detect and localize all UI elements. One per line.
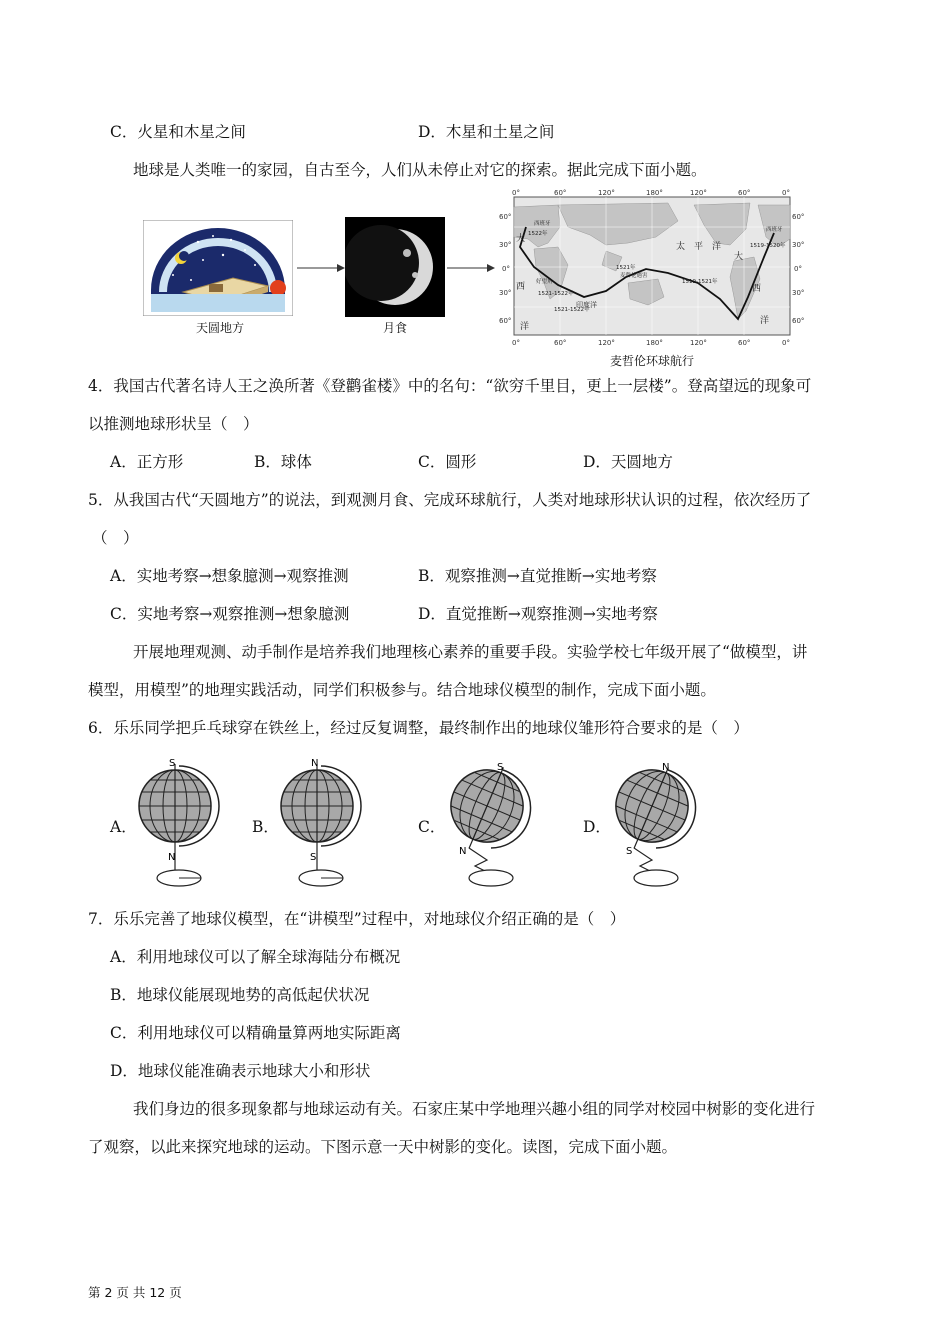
map-label-year: 1521-1522年 (538, 291, 574, 297)
map-lon-tick: 120° (598, 189, 615, 197)
lunar-eclipse-photo (345, 217, 445, 317)
q6-a-top-pole: S (169, 758, 176, 769)
panel-label-lunar-eclipse: 月食 (382, 321, 407, 335)
map-label-atlantic: 洋 (760, 316, 770, 326)
map-lon-tick: 0° (782, 189, 790, 197)
map-label-year: 1522年 (528, 231, 548, 237)
q5-option-d[interactable]: D．直觉推断→观察推测→实地考察 (418, 605, 658, 623)
map-lon-tick: 60° (554, 189, 567, 197)
intro-earth-exploration: 地球是人类唯一的家园，自古至今，人们从未停止对它的探索。据此完成下面小题。 (133, 161, 707, 179)
map-lat-tick: 60° (792, 213, 804, 221)
map-label-year: 1519-1521年 (682, 279, 718, 285)
map-label-spain: 西班牙 (766, 227, 783, 233)
map-lat-tick: 30° (499, 241, 512, 249)
map-lat-tick: 30° (792, 289, 804, 297)
map-label-atlantic: 洋 (520, 322, 530, 332)
map-lon-tick: 60° (738, 189, 751, 197)
q6-option-a-letter[interactable]: A． (110, 818, 137, 836)
magellan-voyage-map (498, 187, 804, 347)
q6-b-top-pole: N (311, 758, 319, 769)
q5-option-b[interactable]: B．观察推测→直觉推断→实地考察 (418, 567, 657, 585)
q6-c-top-pole: S (497, 762, 504, 773)
intro-globe-activity-line1: 开展地理观测、动手制作是培养我们地理核心素养的重要手段。实验学校七年级开展了“做模型，讲 (133, 643, 808, 661)
map-lon-tick: 120° (690, 189, 707, 197)
panel-label-magellan: 麦哲伦环球航行 (609, 354, 694, 368)
map-lon-tick: 120° (598, 339, 615, 347)
arrow-icon (447, 262, 495, 274)
map-label-atlantic: 西 (516, 282, 526, 292)
map-lon-tick: 60° (554, 339, 567, 347)
q6-b-bottom-pole: S (310, 852, 317, 863)
q4-stem-line1: 4．我国古代著名诗人王之涣所著《登鹳雀楼》中的名句：“欲穷千里目，更上一层楼”。登高望远的现象可 (88, 377, 812, 395)
q7-option-b[interactable]: B．地球仪能展现地势的高低起伏状况 (110, 986, 370, 1004)
intro-tree-shadow-line1: 我们身边的很多现象都与地球运动有关。石家庄某中学地理兴趣小组的同学对校园中树影的变化进行 (133, 1100, 816, 1118)
q4-option-b[interactable]: B．球体 (254, 453, 312, 471)
prev-option-d: D．木星和土星之间 (418, 123, 555, 141)
q6-a-bottom-pole: N (168, 852, 176, 863)
q4-stem-line2: 以推测地球形状呈（ ） (88, 415, 259, 433)
q6-option-c-letter[interactable]: C． (418, 818, 446, 836)
map-label-cape: 好望角 (536, 279, 553, 285)
map-label-atlantic: 大 (516, 234, 526, 244)
map-lon-tick: 0° (512, 189, 520, 197)
q5-option-c[interactable]: C．实地考察→观察推测→想象臆测 (110, 605, 350, 623)
map-label-magellan-death: 麦哲伦遇害 (620, 273, 648, 279)
map-label-year: 1521-1522年 (554, 307, 590, 313)
q6-d-bottom-pole: S (626, 846, 633, 857)
arrow-icon (297, 262, 345, 274)
q6-option-b-letter[interactable]: B． (252, 818, 279, 836)
map-label-atlantic: 西 (752, 284, 762, 294)
q6-option-d-letter[interactable]: D． (583, 818, 611, 836)
map-lat-tick: 60° (792, 317, 804, 325)
map-lon-tick: 0° (782, 339, 790, 347)
q7-option-d[interactable]: D．地球仪能准确表示地球大小和形状 (110, 1062, 371, 1080)
page-footer: 第 2 页 共 12 页 (88, 1285, 182, 1300)
q7-stem: 7．乐乐完善了地球仪模型，在“讲模型”过程中，对地球仪介绍正确的是（ ） (88, 910, 626, 928)
q7-option-c[interactable]: C．利用地球仪可以精确量算两地实际距离 (110, 1024, 401, 1042)
map-lon-tick: 180° (646, 339, 663, 347)
map-lon-tick: 180° (646, 189, 663, 197)
q6-option-c-globe[interactable] (441, 756, 541, 890)
q5-stem-line2: （ ） (92, 529, 139, 547)
q4-option-d[interactable]: D．天圆地方 (583, 453, 673, 471)
map-lon-tick: 0° (512, 339, 520, 347)
map-label-year: 1519-1520年 (750, 243, 786, 249)
map-label-year: 1521年 (616, 265, 636, 271)
q5-option-a[interactable]: A．实地考察→想象臆测→观察推测 (110, 567, 349, 585)
map-lat-tick: 60° (499, 317, 512, 325)
panel-label-heaven-round: 天圆地方 (195, 321, 244, 335)
q5-stem-line1: 5．从我国古代“天圆地方”的说法，到观测月食、完成环球航行，人类对地球形状认识的过程，依次经历了 (88, 491, 812, 509)
map-label-spain: 西班牙 (534, 221, 551, 227)
q6-option-a-globe[interactable] (133, 756, 223, 890)
q6-option-b-globe[interactable] (275, 756, 365, 890)
map-label-atlantic: 大 (734, 252, 744, 262)
map-lat-tick: 30° (499, 289, 512, 297)
map-lon-tick: 60° (738, 339, 751, 347)
map-lat-tick: 0° (794, 265, 802, 273)
intro-globe-activity-line2: 模型，用模型”的地理实践活动，同学们积极参与。结合地球仪模型的制作，完成下面小题。 (88, 681, 716, 699)
q4-option-c[interactable]: C．圆形 (418, 453, 477, 471)
q4-option-a[interactable]: A．正方形 (110, 453, 184, 471)
heaven-round-earth-square-illustration (143, 220, 293, 316)
map-label-pacific: 太 平 洋 (676, 242, 722, 252)
map-lat-tick: 60° (499, 213, 512, 221)
map-lat-tick: 30° (792, 241, 804, 249)
map-lon-tick: 120° (690, 339, 707, 347)
q6-c-bottom-pole: N (459, 846, 467, 857)
map-label-indian: 印度洋 (576, 301, 597, 309)
map-lat-tick: 0° (502, 265, 510, 273)
q6-d-top-pole: N (662, 762, 670, 773)
prev-option-c: C．火星和木星之间 (110, 123, 246, 141)
intro-tree-shadow-line2: 了观察，以此来探究地球的运动。下图示意一天中树影的变化。读图，完成下面小题。 (88, 1138, 678, 1156)
q6-stem: 6．乐乐同学把乒乓球穿在铁丝上，经过反复调整，最终制作出的地球仪雏形符合要求的是（ ） (88, 719, 749, 737)
q6-option-d-globe[interactable] (606, 756, 706, 890)
q7-option-a[interactable]: A．利用地球仪可以了解全球海陆分布概况 (110, 948, 401, 966)
